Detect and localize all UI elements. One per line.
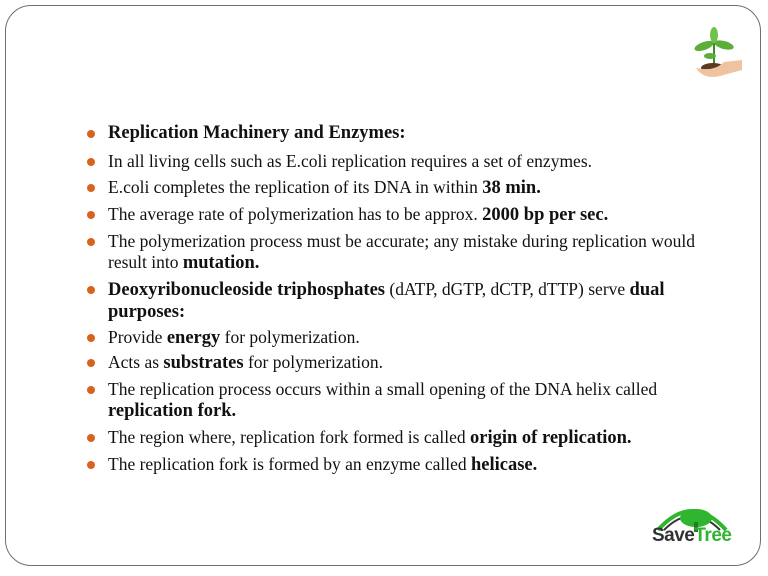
text: The average rate of polymerization has to be approx. — [108, 204, 483, 224]
list-item — [108, 231, 718, 274]
bullet-icon — [87, 286, 95, 294]
bullet-icon — [87, 158, 95, 166]
bold-text: origin of replication. — [470, 428, 632, 448]
bold-text: energy — [166, 328, 221, 348]
list-item — [108, 279, 718, 323]
list-item — [108, 352, 718, 374]
plant-in-hands-image — [684, 26, 744, 82]
bullet-icon — [87, 238, 95, 246]
bullet-icon — [87, 334, 95, 342]
bold-text: 2000 bp per sec. — [482, 205, 609, 225]
bold-text: mutation. — [182, 253, 260, 273]
bullet-icon — [87, 184, 95, 192]
list-item — [108, 379, 718, 422]
list-item — [108, 123, 718, 144]
bullet-icon — [87, 461, 95, 469]
text: In all living cells such as E.coli replication requires a set of enzymes. — [108, 151, 593, 171]
bold-text: Replication Machinery and Enzymes: — [108, 123, 406, 143]
save-tree-logo — [650, 498, 734, 550]
text: E.coli completes the replication of its DNA in within — [108, 177, 483, 197]
bold-text: helicase. — [470, 455, 538, 475]
text: The region where, replication fork formed is called — [108, 427, 471, 447]
text: Provide — [108, 327, 167, 347]
text: The replication process occurs within a small opening of the DNA helix called — [108, 379, 658, 399]
logo-text — [652, 525, 731, 547]
bold-text: substrates — [163, 353, 244, 373]
bullet-icon — [87, 130, 95, 138]
logo-save: Save — [652, 525, 695, 546]
list-item — [108, 151, 718, 172]
list-item — [108, 177, 718, 199]
text: (dATP, dGTP, dCTP, dTTP) serve — [385, 279, 630, 299]
bullet-icon — [87, 211, 95, 219]
text: The replication fork is formed by an enzyme called — [108, 454, 471, 474]
bullet-icon — [87, 386, 95, 394]
logo-tree: Tree — [694, 525, 732, 546]
list-item — [108, 204, 718, 226]
text: The polymerization process must be accurate; any mistake during replication would result into — [108, 231, 696, 272]
bold-text: dual purposes: — [108, 280, 665, 322]
list-item — [108, 454, 718, 476]
text: Acts as — [108, 352, 164, 372]
bullet-icon — [87, 434, 95, 442]
bullet-icon — [87, 359, 95, 367]
text: for polymerization. — [220, 327, 360, 347]
list-item — [108, 327, 718, 349]
bold-text: 38 min. — [482, 178, 541, 198]
text: for polymerization. — [243, 352, 384, 372]
bold-text: replication fork. — [108, 401, 237, 421]
bold-text: Deoxyribonucleoside triphosphates — [108, 280, 386, 300]
list-item — [108, 427, 718, 449]
